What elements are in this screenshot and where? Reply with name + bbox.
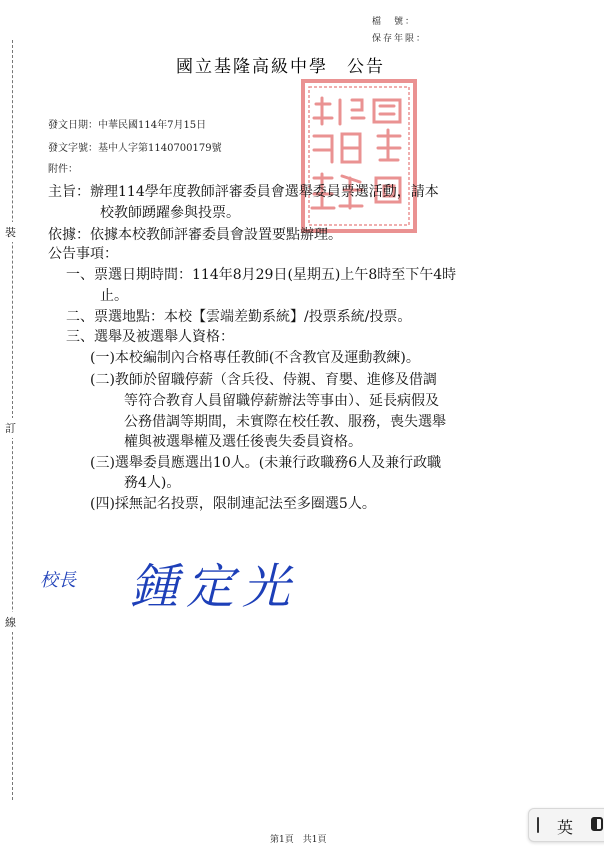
official-seal: [300, 78, 418, 234]
notice-heading: 公告事項：: [48, 246, 118, 262]
issue-date: 發文日期：中華民國114年7月15日: [48, 120, 207, 131]
ime-mode-label[interactable]: 英: [557, 818, 574, 837]
sub-item-3-line-1: (三)選舉委員應選出10人。(未兼行政職務6人及兼行政職: [90, 455, 442, 471]
subject-line-2: 校教師踴躍參與投票。: [100, 205, 240, 221]
ime-drag-handle-icon[interactable]: [537, 817, 539, 833]
attachment-label: 附件：: [48, 164, 78, 175]
principal-label: 校長: [40, 570, 76, 591]
basis: 依據：依據本校教師評審委員會設置要點辦理。: [48, 227, 342, 243]
item-2: 二、票選地點：本校【雲端差勤系統】/投票系統/投票。: [66, 309, 412, 325]
sub-item-2-line-3: 公務借調等期間，未實際在校任教、服務，喪失選舉: [124, 414, 446, 430]
binding-mark-ding: 訂: [5, 418, 16, 438]
principal-signature: 鍾定光: [130, 559, 299, 615]
item-1-line-1: 一、票選日期時間：114年8月29日(星期五)上午8時至下午4時: [66, 267, 457, 283]
sub-item-1: (一)本校編制內合格專任教師(不含教官及運動教練)。: [90, 350, 420, 366]
binding-mark-zhuang: 裝: [5, 222, 16, 242]
issue-number: 發文字號：基中人字第1140700179號: [48, 143, 222, 154]
subject-line-1: 主旨：辦理114學年度教師評審委員會選舉委員票選活動，請本: [48, 184, 439, 200]
sub-item-2-line-1: (二)教師於留職停薪（含兵役、侍親、育嬰、進修及借調: [90, 372, 437, 388]
ime-toggle-icon[interactable]: [591, 817, 603, 831]
sub-item-3-line-2: 務4人)。: [124, 475, 181, 491]
page-footer: 第1頁 共1頁: [270, 835, 327, 845]
sub-item-2-line-4: 權與被選舉權及選任後喪失委員資格。: [124, 434, 362, 450]
sub-item-2-line-2: 等符合教育人員留職停薪辦法等事由）、延長病假及: [124, 393, 439, 409]
sub-item-4: (四)採無記名投票，限制連記法至多圈選5人。: [90, 496, 376, 512]
ime-indicator[interactable]: [528, 808, 604, 842]
item-1-line-2: 止。: [100, 288, 128, 304]
item-3: 三、選舉及被選舉人資格：: [66, 329, 234, 345]
retention-label: 保存年限：: [372, 34, 428, 44]
file-number-label: 檔 號：: [372, 17, 417, 27]
binding-mark-xian: 線: [5, 612, 16, 632]
page-title: 國立基隆高級中學 公告: [176, 57, 385, 77]
